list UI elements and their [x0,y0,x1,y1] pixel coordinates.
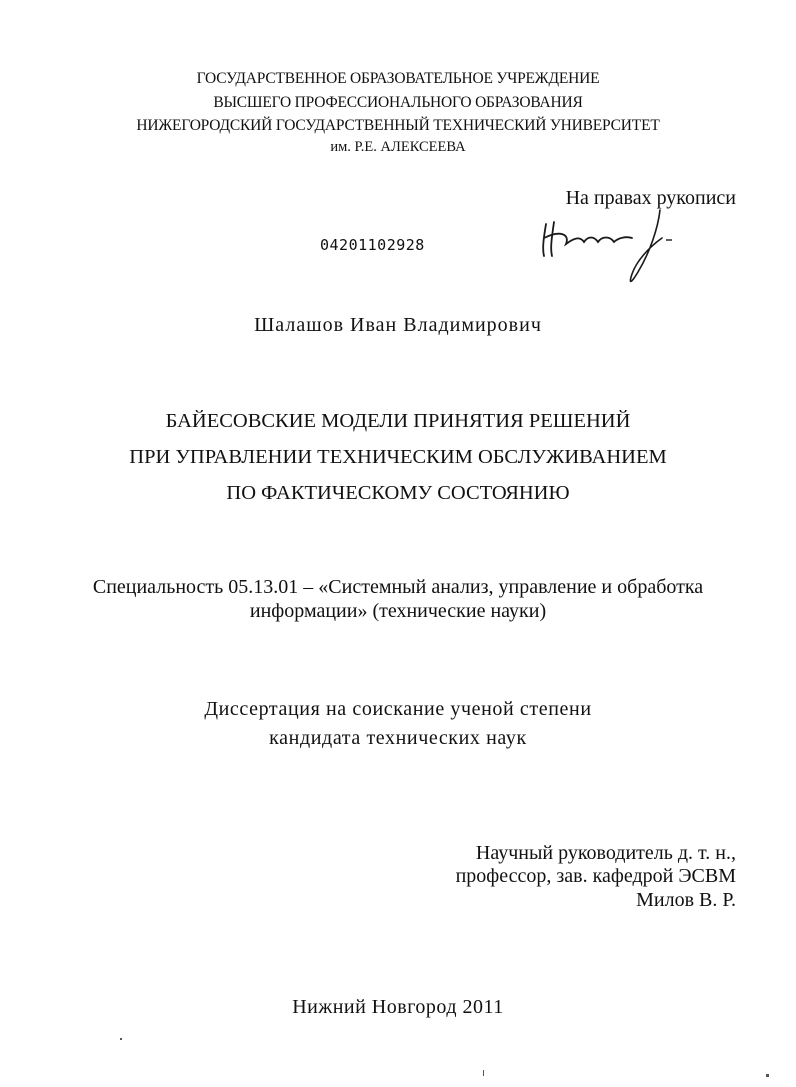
manuscript-note: На правах рукописи [565,187,736,209]
institution-line-2: ВЫСШЕГО ПРОФЕССИОНАЛЬНОГО ОБРАЗОВАНИЯ [213,94,583,111]
dissertation-title-line-2: ПРИ УПРАВЛЕНИИ ТЕХНИЧЕСКИМ ОБСЛУЖИВАНИЕМ [129,446,667,468]
scan-speck [766,1074,769,1077]
author-name: Шалашов Иван Владимирович [254,314,542,336]
institution-line-4: им. Р.Е. АЛЕКСЕЕВА [330,139,466,155]
supervisor-line-2: профессор, зав. кафедрой ЭСВМ [455,865,736,887]
institution-line-3: НИЖЕГОРОДСКИЙ ГОСУДАРСТВЕННЫЙ ТЕХНИЧЕСКИЙ УНИВЕРСИТЕТ [136,117,660,134]
specialty-line-2: информации» (технические науки) [249,600,547,622]
institution-line-1: ГОСУДАРСТВЕННОЕ ОБРАЗОВАТЕЛЬНОЕ УЧРЕЖДЕНИЕ [196,70,600,87]
dissertation-title-line-1: БАЙЕСОВСКИЕ МОДЕЛИ ПРИНЯТИЯ РЕШЕНИЙ [165,410,631,432]
specialty-line-1: Специальность 05.13.01 – «Системный анализ, управление и обработка [92,576,704,598]
city-year: Нижний Новгород 2011 [292,996,504,1018]
scan-speck [483,1070,484,1076]
supervisor-line-1: Научный руководитель д. т. н., [475,842,736,864]
supervisor-line-3: Милов В. Р. [636,889,736,911]
dissertation-degree-line-1: Диссертация на соискание ученой степени [204,698,592,720]
document-code: 04201102928 [320,236,425,254]
scan-speck [120,1038,122,1040]
dissertation-title-line-3: ПО ФАКТИЧЕСКОМУ СОСТОЯНИЮ [226,482,570,504]
dissertation-degree-line-2: кандидата технических наук [269,727,527,749]
signature [540,208,680,288]
